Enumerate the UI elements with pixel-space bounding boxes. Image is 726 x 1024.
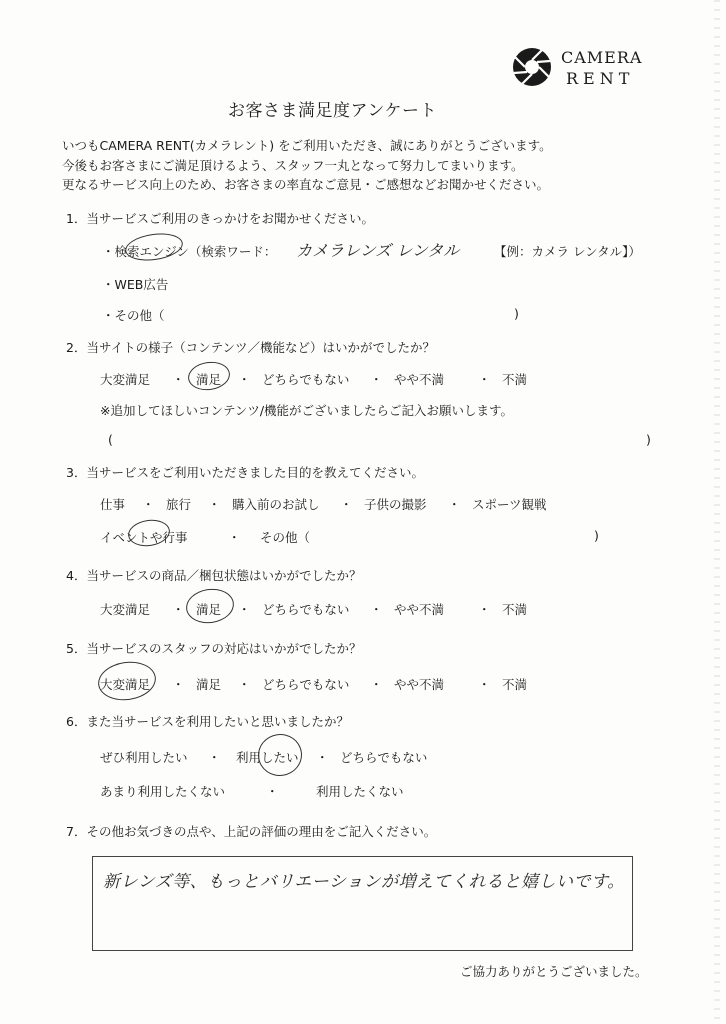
separator: ・ bbox=[238, 677, 251, 692]
page-title: お客さま満足度アンケート bbox=[228, 101, 437, 121]
q3-option-event[interactable]: イベントや行事 bbox=[100, 530, 188, 545]
q3-option-children-photo[interactable]: 子供の撮影 bbox=[364, 497, 427, 512]
q1-option-search-engine[interactable]: ・検索エンジン（検索ワード： bbox=[102, 244, 277, 259]
separator: ・ bbox=[370, 677, 383, 692]
question-5: 5．当サービスのスタッフの対応はいかがでしたか？ bbox=[66, 641, 362, 656]
q6-option-neutral[interactable]: どちらでもない bbox=[340, 750, 428, 765]
q6-option-not-really[interactable]: あまり利用したくない bbox=[100, 784, 226, 799]
separator: ・ bbox=[208, 750, 221, 765]
q4-option-neutral[interactable]: どちらでもない bbox=[262, 602, 350, 617]
q3-option-sports[interactable]: スポーツ観戦 bbox=[472, 497, 547, 512]
separator: ・ bbox=[238, 602, 251, 617]
intro-line: いつもCAMERA RENT(カメラレント) をご利用いただき、誠にありがとうございます。 bbox=[62, 138, 552, 153]
q1-search-example: 【例：カメラ レンタル】） bbox=[494, 244, 641, 259]
q2-option-satisfied[interactable]: 満足 bbox=[196, 372, 222, 387]
q5-option-dissatisfied[interactable]: 不満 bbox=[502, 677, 528, 692]
q3-option-travel[interactable]: 旅行 bbox=[166, 497, 192, 512]
q2-open-paren: ( bbox=[108, 432, 113, 447]
separator: ・ bbox=[448, 497, 461, 512]
q4-option-dissatisfied[interactable]: 不満 bbox=[502, 602, 528, 617]
separator: ・ bbox=[238, 372, 251, 387]
q3-option-trial-before-purchase[interactable]: 購入前のお試し bbox=[232, 497, 320, 512]
q4-option-very-satisfied[interactable]: 大変満足 bbox=[100, 602, 151, 617]
q1-option-other[interactable]: ・その他（ bbox=[102, 308, 165, 323]
q2-option-very-satisfied[interactable]: 大変満足 bbox=[100, 372, 151, 387]
q3-option-other[interactable]: その他（ bbox=[260, 530, 311, 545]
question-3: 3．当サービスをご利用いただきました目的を教えてください。 bbox=[66, 465, 424, 480]
intro-line: 更なるサービス向上のため、お客さまの率直なご意見・ご感想などお聞かせください。 bbox=[62, 177, 550, 192]
aperture-icon bbox=[512, 47, 552, 87]
q2-close-paren: ) bbox=[646, 432, 651, 447]
q2-option-dissatisfied[interactable]: 不満 bbox=[502, 372, 528, 387]
separator: ・ bbox=[478, 602, 491, 617]
separator: ・ bbox=[370, 372, 383, 387]
q3-other-close-paren: ) bbox=[594, 528, 599, 543]
selection-circle bbox=[255, 731, 304, 779]
intro-text bbox=[62, 136, 552, 195]
separator: ・ bbox=[478, 372, 491, 387]
logo-text-camera: CAMERA bbox=[561, 48, 643, 67]
separator: ・ bbox=[208, 497, 221, 512]
q5-option-neutral[interactable]: どちらでもない bbox=[262, 677, 350, 692]
question-7: 7．その他お気づきの点や、上記の評価の理由をご記入ください。 bbox=[66, 824, 437, 839]
separator: ・ bbox=[478, 677, 491, 692]
separator: ・ bbox=[172, 372, 185, 387]
scan-edge bbox=[714, 0, 720, 1024]
question-2: 2．当サイトの様子（コンテンツ／機能など）はいかがでしたか？ bbox=[66, 340, 435, 355]
q5-option-somewhat-dissatisfied[interactable]: やや不満 bbox=[394, 677, 445, 692]
q2-option-neutral[interactable]: どちらでもない bbox=[262, 372, 350, 387]
comment-answer: 新レンズ等、もっとバリエーションが増えてくれると嬉しいです。 bbox=[103, 872, 625, 892]
q2-note: ※追加してほしいコンテンツ/機能がございましたらご記入お願いします。 bbox=[100, 403, 514, 418]
separator: ・ bbox=[370, 602, 383, 617]
separator: ・ bbox=[316, 750, 329, 765]
comment-box[interactable] bbox=[92, 856, 633, 951]
question-1: 1．当サービスご利用のきっかけをお聞かせください。 bbox=[66, 211, 374, 226]
selection-circle bbox=[186, 359, 231, 393]
intro-line: 今後もお客さまにご満足頂けるよう、スタッフ一丸となって努力してまいります。 bbox=[62, 157, 524, 173]
thank-you-text: ご協力ありがとうございました。 bbox=[460, 964, 648, 979]
q2-option-somewhat-dissatisfied[interactable]: やや不満 bbox=[394, 372, 445, 387]
q4-option-satisfied[interactable]: 満足 bbox=[196, 602, 222, 617]
logo-text-rent: RENT bbox=[566, 69, 635, 88]
q6-option-definitely[interactable]: ぜひ利用したい bbox=[100, 750, 188, 765]
q4-option-somewhat-dissatisfied[interactable]: やや不満 bbox=[394, 602, 445, 617]
selection-circle bbox=[96, 658, 159, 704]
q6-option-would-use[interactable]: 利用したい bbox=[236, 750, 299, 765]
separator: ・ bbox=[228, 530, 241, 545]
q1-other-close-paren: ) bbox=[514, 306, 519, 321]
q1-search-word-answer[interactable]: カメラレンズ レンタル bbox=[296, 241, 460, 260]
separator: ・ bbox=[340, 497, 353, 512]
q5-option-satisfied[interactable]: 満足 bbox=[196, 677, 222, 692]
separator: ・ bbox=[142, 497, 155, 512]
q5-option-very-satisfied[interactable]: 大変満足 bbox=[100, 677, 151, 692]
separator: ・ bbox=[172, 677, 185, 692]
q3-option-work[interactable]: 仕事 bbox=[100, 497, 126, 512]
q1-option-web-ad[interactable]: ・WEB広告 bbox=[102, 277, 169, 292]
separator: ・ bbox=[266, 784, 279, 799]
q6-option-would-not-use[interactable]: 利用したくない bbox=[316, 784, 404, 799]
question-6: 6．また当サービスを利用したいと思いましたか？ bbox=[66, 714, 349, 729]
selection-circle bbox=[184, 586, 236, 626]
separator: ・ bbox=[172, 602, 185, 617]
question-4: 4．当サービスの商品／梱包状態はいかがでしたか？ bbox=[66, 568, 362, 583]
